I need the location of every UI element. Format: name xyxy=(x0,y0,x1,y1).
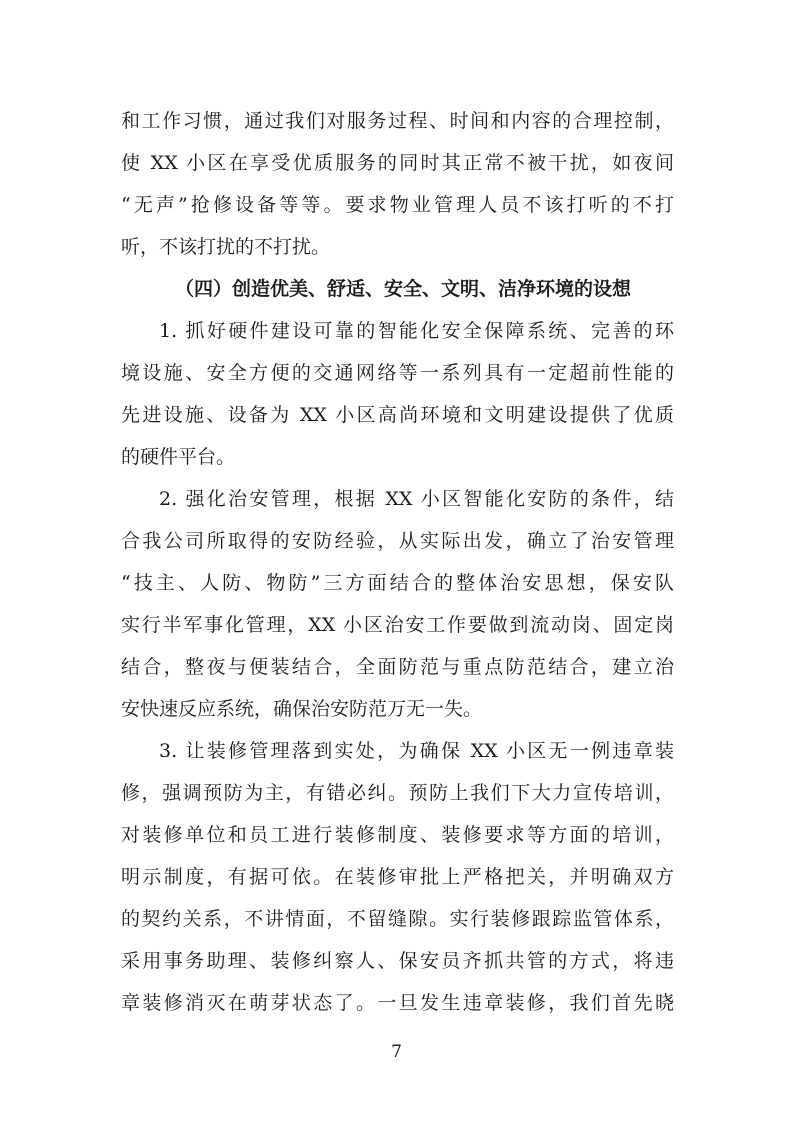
text-line: 的硬件平台。 xyxy=(121,446,236,468)
section-heading: （四）创造优美、舒适、安全、文明、洁净环境的设想 xyxy=(175,278,632,300)
text-line: 听，不该打扰的不打扰。 xyxy=(121,236,331,258)
text-line: 明示制度，有据可依。在装修审批上严格把关，并明确双方 xyxy=(121,866,674,888)
text-line: 使 XX 小区在享受优质服务的同时其正常不被干扰，如夜间 xyxy=(121,152,674,174)
text-line: 章装修消灭在萌芽状态了。一旦发生违章装修，我们首先晓 xyxy=(121,992,674,1014)
text-line: “无声”抢修设备等等。要求物业管理人员不该打听的不打 xyxy=(121,194,674,216)
text-line: 的契约关系，不讲情面，不留缝隙。实行装修跟踪监管体系， xyxy=(121,908,674,930)
text-line: 合我公司所取得的安防经验，从实际出发，确立了治安管理 xyxy=(121,530,674,552)
text-line: “技主、人防、物防”三方面结合的整体治安思想，保安队 xyxy=(121,572,674,594)
paragraph-3-renovation xyxy=(121,730,674,1024)
paragraph-1-hardware xyxy=(121,310,674,478)
text-line: 结合，整夜与便装结合，全面防范与重点防范结合，建立治 xyxy=(121,656,674,678)
text-line: 修，强调预防为主，有错必纠。预防上我们下大力宣传培训， xyxy=(121,782,674,804)
text-line: 安快速反应系统，确保治安防范万无一失。 xyxy=(121,698,483,720)
text-line: 实行半军事化管理，XX 小区治安工作要做到流动岗、固定岗 xyxy=(121,614,674,636)
text-line: 2. 强化治安管理，根据 XX 小区智能化安防的条件，结 xyxy=(159,488,674,510)
text-line: 采用事务助理、装修纠察人、保安员齐抓共管的方式，将违 xyxy=(121,950,674,972)
page-content xyxy=(121,100,674,1024)
text-line: 对装修单位和员工进行装修制度、装修要求等方面的培训， xyxy=(121,824,674,846)
text-line: 1. 抓好硬件建设可靠的智能化安全保障系统、完善的环 xyxy=(159,320,674,342)
page-number: 7 xyxy=(391,1042,402,1062)
text-line: 和工作习惯，通过我们对服务过程、时间和内容的合理控制， xyxy=(121,110,674,132)
paragraph-service-privacy xyxy=(121,100,674,268)
paragraph-2-security xyxy=(121,478,674,730)
text-line: 先进设施、设备为 XX 小区高尚环境和文明建设提供了优质 xyxy=(121,404,674,426)
text-line: 境设施、安全方便的交通网络等一系列具有一定超前性能的 xyxy=(121,362,674,384)
text-line: 3. 让装修管理落到实处，为确保 XX 小区无一例违章装 xyxy=(159,740,674,762)
